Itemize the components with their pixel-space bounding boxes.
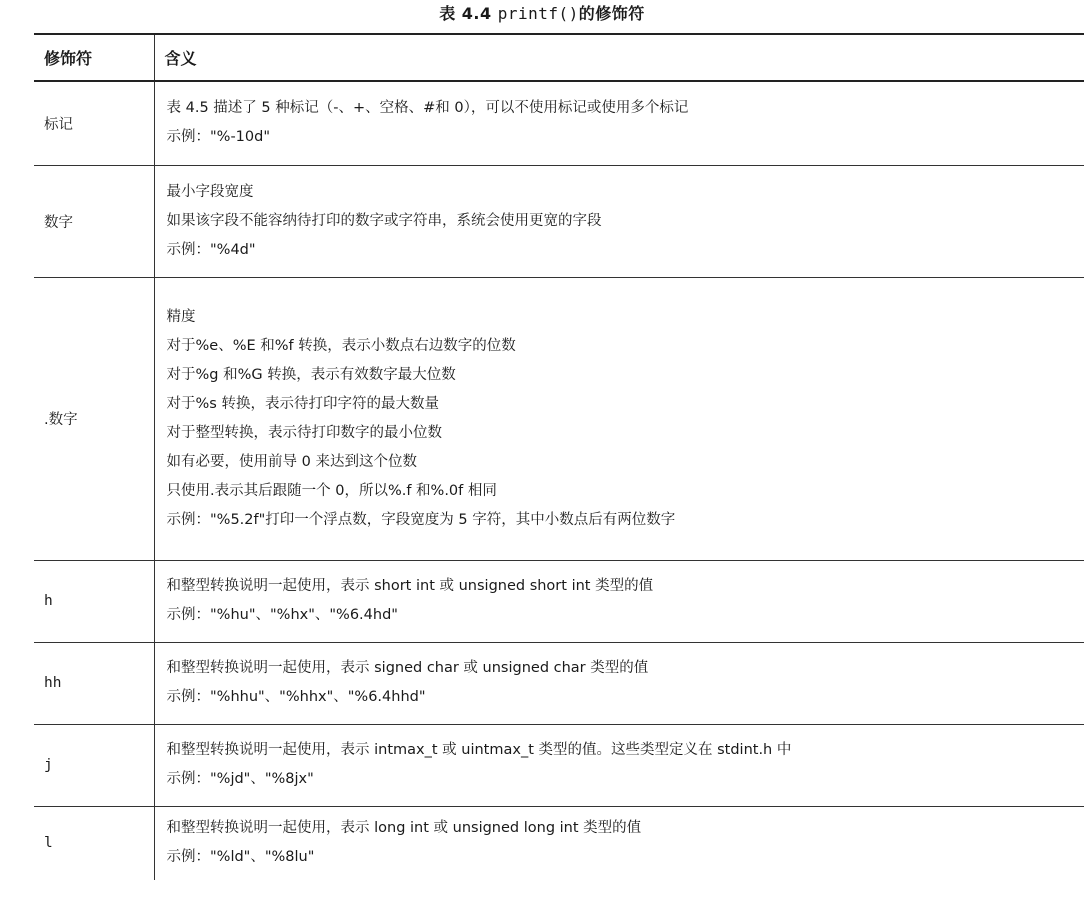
header-row bbox=[34, 34, 1084, 81]
meaning-line: 和整型转换说明一起使用，表示 short int 或 unsigned short int 类型的值 bbox=[166, 578, 654, 594]
example-line: 示例："%hhu"、"%hhx"、"%6.4hhd" bbox=[166, 689, 426, 705]
function-name: printf() bbox=[497, 4, 579, 23]
meaning-line: 和整型转换说明一起使用，表示 intmax_t 或 uintmax_t 类型的值。这些类型定义在 stdint.h 中 bbox=[166, 742, 792, 758]
meaning-cell bbox=[154, 560, 1084, 642]
modifier-cell: .数字 bbox=[34, 277, 154, 560]
table-caption bbox=[0, 4, 1084, 24]
meaning-line: 和整型转换说明一起使用，表示 long int 或 unsigned long int 类型的值 bbox=[166, 820, 642, 837]
modifier-cell: hh bbox=[34, 642, 154, 724]
modifier-cell: 标记 bbox=[34, 81, 154, 165]
header-meaning: 含义 bbox=[154, 34, 1084, 81]
table-row bbox=[34, 560, 1084, 642]
meaning-cell bbox=[154, 165, 1084, 277]
header-modifier: 修饰符 bbox=[34, 34, 154, 81]
meaning-cell bbox=[154, 724, 1084, 806]
table-row bbox=[34, 724, 1084, 806]
table-row bbox=[34, 806, 1084, 880]
meaning-line: 精度 bbox=[166, 308, 196, 325]
example-line: 示例："%ld"、"%8lu" bbox=[166, 849, 315, 866]
modifier-cell: l bbox=[44, 835, 53, 852]
meaning-line: 最小字段宽度 bbox=[166, 183, 254, 200]
example-line: 示例："%5.2f"打印一个浮点数，字段宽度为 5 字符，其中小数点后有两位数字 bbox=[166, 511, 676, 528]
printf-modifier-table bbox=[34, 33, 1084, 880]
caption-suffix: 的修饰符 bbox=[578, 4, 645, 23]
meaning-line: 如果该字段不能容纳待打印的数字或字符串，系统会使用更宽的字段 bbox=[166, 212, 602, 229]
example-line: 示例："%4d" bbox=[166, 241, 256, 258]
meaning-cell bbox=[154, 277, 1084, 560]
meaning-line: 如有必要，使用前导 0 来达到这个位数 bbox=[166, 453, 417, 470]
meaning-cell bbox=[154, 81, 1084, 165]
meaning-cell bbox=[154, 642, 1084, 724]
table-row bbox=[34, 165, 1084, 277]
table-row bbox=[34, 277, 1084, 560]
meaning-line: 对于%g 和%G 转换，表示有效数字最大位数 bbox=[166, 366, 456, 383]
meaning-line: 对于%s 转换，表示待打印字符的最大数量 bbox=[166, 395, 439, 412]
example-line: 示例："%hu"、"%hx"、"%6.4hd" bbox=[166, 607, 398, 623]
meaning-line: 对于整型转换，表示待打印数字的最小位数 bbox=[166, 424, 442, 441]
meaning-line: 表 4.5 描述了 5 种标记（-、+、空格、#和 0），可以不使用标记或使用多个标记 bbox=[166, 100, 689, 117]
table-row bbox=[34, 642, 1084, 724]
example-line: 示例："%-10d" bbox=[166, 129, 271, 146]
meaning-line: 和整型转换说明一起使用，表示 signed char 或 unsigned char 类型的值 bbox=[166, 660, 649, 676]
example-line: 示例："%jd"、"%8jx" bbox=[166, 771, 314, 787]
table-row bbox=[34, 81, 1084, 165]
modifier-cell: j bbox=[34, 724, 154, 806]
modifier-cell: 数字 bbox=[34, 165, 154, 277]
meaning-line: 对于%e、%E 和%f 转换，表示小数点右边数字的位数 bbox=[166, 337, 516, 354]
meaning-line: 只使用.表示其后跟随一个 0，所以%.f 和%.0f 相同 bbox=[166, 482, 497, 499]
meaning-cell bbox=[154, 806, 1084, 880]
modifier-cell: h bbox=[34, 560, 154, 642]
table-number: 表 4.4 bbox=[439, 4, 492, 23]
